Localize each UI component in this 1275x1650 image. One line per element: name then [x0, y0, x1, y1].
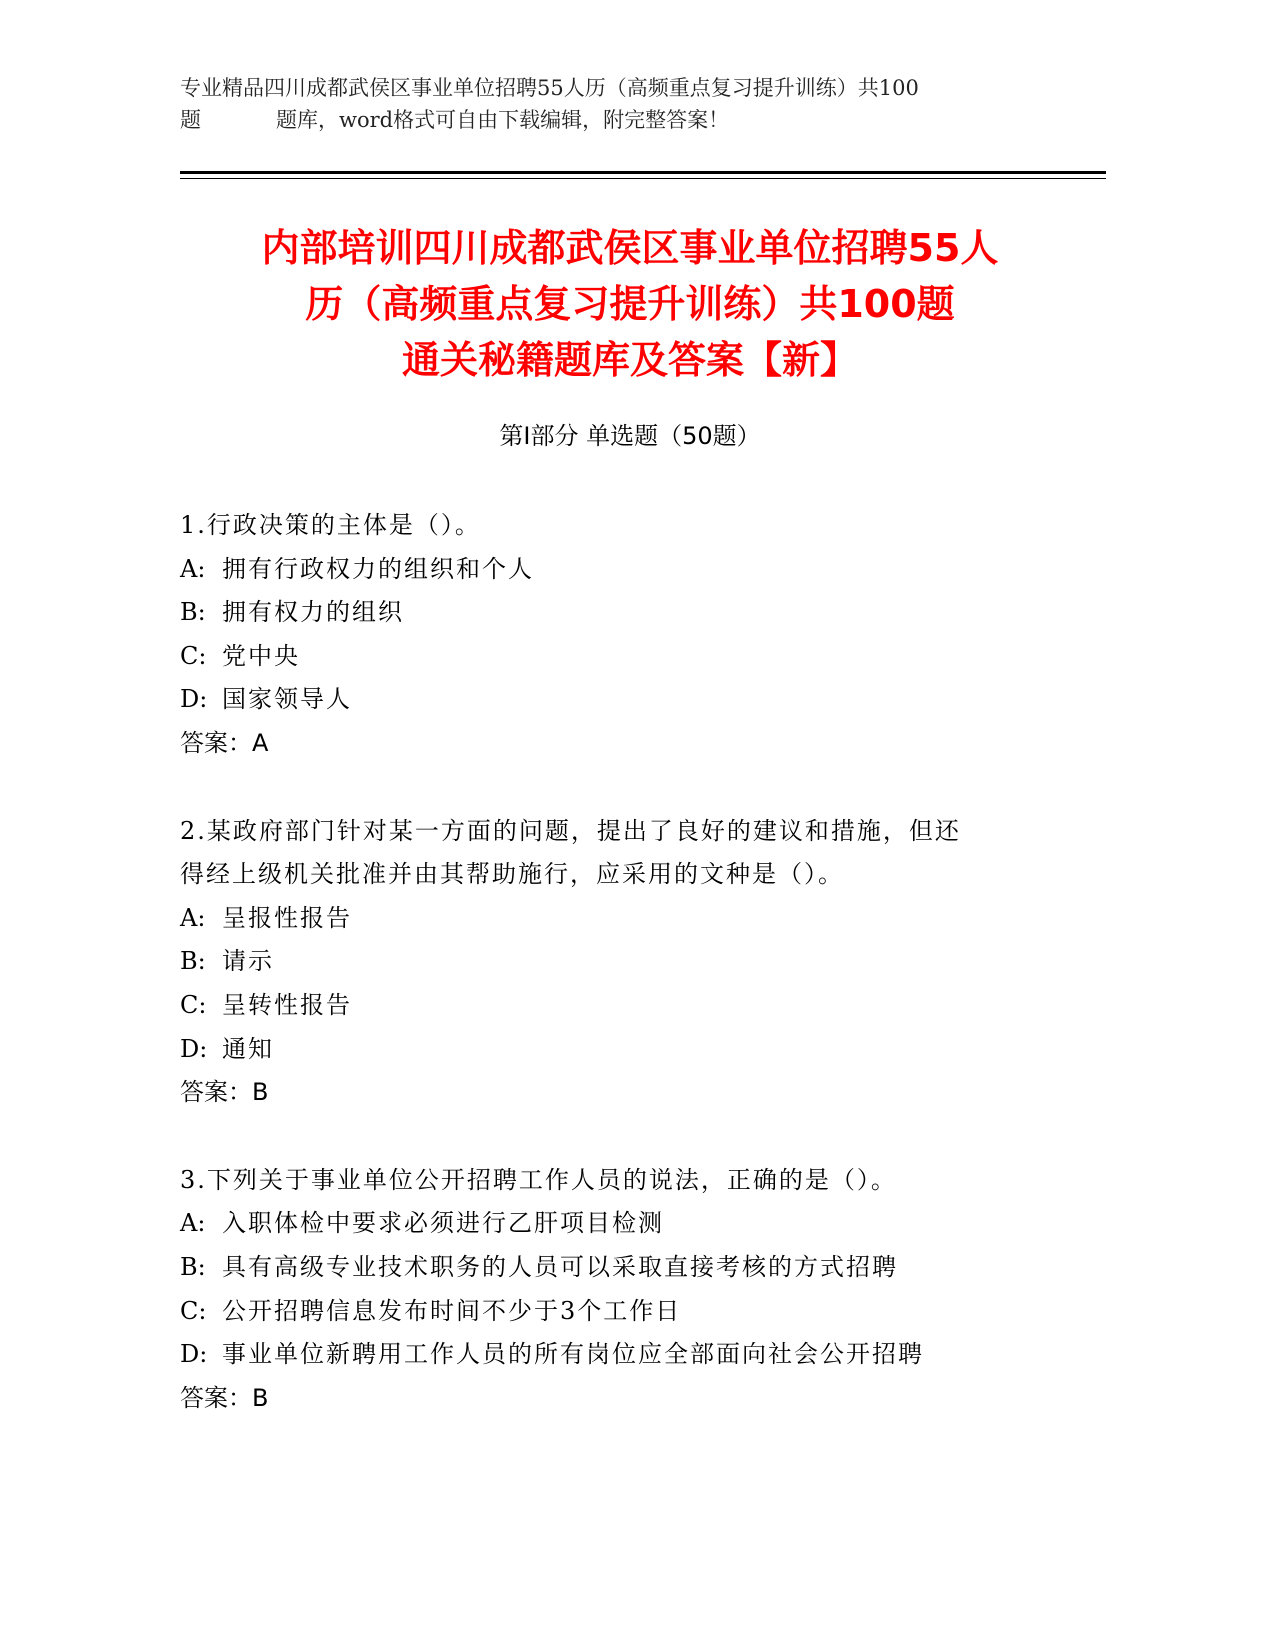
- header-note-prefix: 题: [180, 108, 201, 132]
- option-text: 事业单位新聘用工作人员的所有岗位应全部面向社会公开招聘: [222, 1340, 924, 1369]
- option-d: [180, 1333, 1060, 1377]
- option-key: B:: [180, 1252, 206, 1281]
- option-text: 请示: [222, 947, 274, 976]
- option-a: [180, 897, 1060, 941]
- section-heading: 第Ⅰ部分 单选题（50题）: [499, 422, 761, 450]
- question-stem: 3.下列关于事业单位公开招聘工作人员的说法，正确的是（）。: [180, 1165, 897, 1194]
- option-a: [180, 548, 1060, 592]
- header-divider-thick: [180, 171, 1106, 174]
- option-b: [180, 1246, 1060, 1290]
- answer-label: 答案：: [180, 1078, 252, 1107]
- option-key: C:: [180, 1296, 207, 1325]
- option-text: 通知: [222, 1034, 274, 1063]
- option-c: [180, 984, 1060, 1028]
- answer-line: [180, 1071, 1060, 1115]
- option-b: [180, 940, 1060, 984]
- document-title: [150, 220, 1110, 388]
- option-key: A:: [180, 1209, 206, 1238]
- option-d: [180, 678, 1060, 722]
- option-text: 国家领导人: [222, 685, 352, 714]
- answer-value: B: [252, 1383, 269, 1412]
- question-item: [180, 504, 1060, 766]
- option-text: 入职体检中要求必须进行乙肝项目检测: [222, 1209, 664, 1238]
- option-d: [180, 1028, 1060, 1072]
- option-key: A:: [180, 554, 206, 583]
- question-stem: 2.某政府部门针对某一方面的问题，提出了良好的建议和措施，但还: [180, 816, 961, 845]
- header-note-rest: 题库，word格式可自由下载编辑，附完整答案！: [276, 108, 730, 132]
- option-key: C:: [180, 641, 207, 670]
- option-c: [180, 635, 1060, 679]
- document-header-note: [180, 72, 1060, 136]
- header-note-line-1: 专业精品四川成都武侯区事业单位招聘55人历（高频重点复习提升训练）共100: [180, 76, 919, 100]
- option-key: B:: [180, 947, 206, 976]
- option-a: [180, 1202, 1060, 1246]
- answer-label: 答案：: [180, 1383, 252, 1412]
- answer-line: [180, 722, 1060, 766]
- header-note-line-2: [180, 104, 1060, 136]
- title-line-2: 历（高频重点复习提升训练）共100题: [305, 282, 955, 326]
- option-text: 呈报性报告: [222, 903, 352, 932]
- option-text: 呈转性报告: [222, 990, 352, 1019]
- option-key: D:: [180, 685, 208, 714]
- option-text: 具有高级专业技术职务的人员可以采取直接考核的方式招聘: [222, 1252, 898, 1281]
- question-item: [180, 1159, 1060, 1421]
- answer-value: A: [252, 728, 269, 757]
- option-text: 公开招聘信息发布时间不少于3个工作日: [222, 1296, 682, 1325]
- option-key: D:: [180, 1034, 208, 1063]
- option-key: B:: [180, 598, 206, 627]
- question-list: [180, 504, 1060, 1464]
- question-stem: 1.行政决策的主体是（）。: [180, 511, 481, 539]
- option-key: A:: [180, 903, 206, 932]
- answer-line: [180, 1377, 1060, 1421]
- option-c: [180, 1290, 1060, 1334]
- answer-value: B: [252, 1078, 269, 1107]
- title-line-1: 内部培训四川成都武侯区事业单位招聘55人: [261, 226, 999, 270]
- option-text: 拥有权力的组织: [222, 598, 404, 627]
- option-key: C:: [180, 990, 207, 1019]
- question-stem-continued: 得经上级机关批准并由其帮助施行，应采用的文种是（）。: [180, 860, 844, 889]
- option-text: 拥有行政权力的组织和个人: [222, 554, 534, 583]
- question-item: [180, 810, 1060, 1115]
- option-b: [180, 591, 1060, 635]
- header-divider-thin: [180, 178, 1106, 179]
- option-key: D:: [180, 1340, 208, 1369]
- title-line-3: 通关秘籍题库及答案【新】: [401, 338, 858, 382]
- option-text: 党中央: [222, 641, 300, 670]
- answer-label: 答案：: [180, 728, 252, 757]
